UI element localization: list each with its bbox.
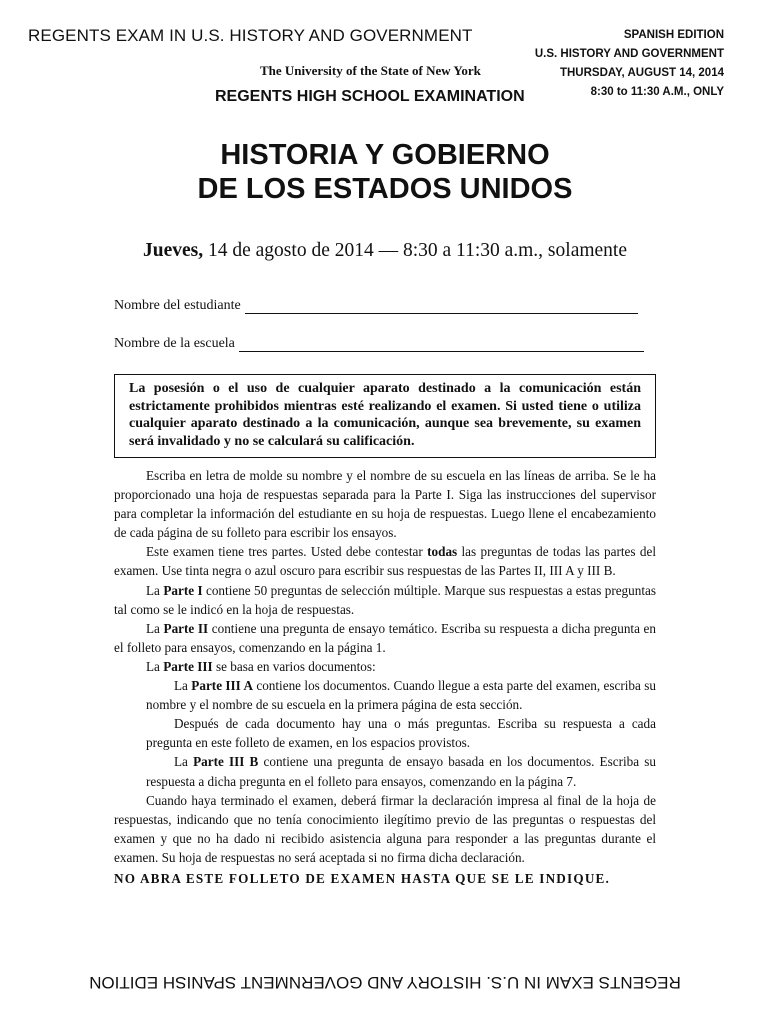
instructions-subparagraph: La Parte III B contiene una pregunta de ensayo basada en los documentos. Escriba su respuesta a dicha pregunta en el folleto para ensayos, comenzando en la página 7. bbox=[146, 754, 656, 789]
student-name-label: Nombre del estudiante bbox=[114, 298, 241, 313]
school-name-field[interactable] bbox=[114, 336, 644, 352]
instructions-paragraph: Cuando haya terminado el examen, deberá firmar la declaración impresa al final de la hoja de respuestas, indicando que no tenía conocimiento ilegítimo previo de las preguntas o respuestas del examen y que no ha dado ni recibido asistencia alguna para responder a las preguntas durante el examen. Su hoja de respuestas no será aceptada si no firma dicha declaración. bbox=[114, 792, 656, 865]
exam-day: Jueves, bbox=[143, 240, 204, 261]
header-exam-title: REGENTS EXAM IN U.S. HISTORY AND GOVERNMENT bbox=[28, 26, 473, 45]
header-edition-block bbox=[535, 26, 724, 102]
student-name-line[interactable] bbox=[245, 299, 638, 314]
school-name-line[interactable] bbox=[239, 337, 644, 352]
instructions-subparagraph: La Parte III A contiene los documentos. Cuando llegue a esta parte del examen, escriba su nombre y el nombre de su escuela en la primera página de esta sección. bbox=[146, 678, 656, 713]
date-line-english: THURSDAY, AUGUST 14, 2014 bbox=[559, 67, 724, 79]
subject-line: U.S. HISTORY AND GOVERNMENT bbox=[534, 48, 724, 60]
regents-exam-label: REGENTS HIGH SCHOOL EXAMINATION bbox=[215, 88, 525, 105]
instructions-paragraph: La Parte I contiene 50 preguntas de selección múltiple. Marque sus respuestas a estas preguntas tal como se le indicó en la hoja de respuestas. bbox=[114, 582, 656, 617]
exam-date bbox=[0, 240, 770, 262]
footer-flipped-title: REGENTS EXAM IN U.S. HISTORY AND GOVERNMENT SPANISH EDITION bbox=[89, 973, 681, 992]
page-title bbox=[0, 138, 770, 206]
title-line-1: HISTORIA Y GOBIERNO bbox=[220, 139, 550, 171]
instructions-paragraph: La Parte II contiene una pregunta de ensayo temático. Escriba su respuesta a dicha pregunta en el folleto para ensayos, comenzando en la página 1. bbox=[114, 620, 656, 655]
university-name: The University of the State of New York bbox=[260, 63, 481, 78]
do-not-open-notice: NO ABRA ESTE FOLLETO DE EXAMEN HASTA QUE SE LE INDIQUE. bbox=[114, 870, 611, 886]
instructions bbox=[114, 466, 656, 888]
exam-date-rest: 14 de agosto de 2014 — 8:30 a 11:30 a.m., solamente bbox=[203, 240, 627, 261]
instructions-subparagraph: Después de cada documento hay una o más preguntas. Escriba su respuesta a cada pregunta en este folleto de examen, en los espacios provistos. bbox=[146, 716, 656, 751]
device-warning-box: La posesión o el uso de cualquier aparato destinado a la comunicación están estrictamente prohibidos mientras esté realizando el examen. Si usted tiene o utiliza cualquier aparato destinado a la comunicación, aunque sea brevemente, su examen será invalidado y no se calculará su calificación. bbox=[114, 374, 656, 458]
student-name-field[interactable] bbox=[114, 298, 638, 314]
time-line-english: 8:30 to 11:30 A.M., ONLY bbox=[590, 86, 724, 98]
instructions-paragraph: Escriba en letra de molde su nombre y el nombre de su escuela en las líneas de arriba. Se le ha proporcionado una hoja de respuestas separada para la Parte I. Siga las instrucciones del supervisor para completar la información del estudiante en su hoja de respuestas. Luego llene el encabezamiento de cada página de su folleto para escribir los ensayos. bbox=[114, 468, 656, 541]
school-name-label: Nombre de la escuela bbox=[114, 336, 235, 351]
edition-line: SPANISH EDITION bbox=[623, 29, 724, 41]
title-line-2: DE LOS ESTADOS UNIDOS bbox=[197, 173, 573, 205]
instructions-paragraph: La Parte III se basa en varios documentos: bbox=[146, 658, 376, 674]
instructions-paragraph: Este examen tiene tres partes. Usted debe contestar todas las preguntas de todas las partes del examen. Use tinta negra o azul oscuro para escribir sus respuestas de las Partes II, III A y III B. bbox=[114, 544, 656, 579]
